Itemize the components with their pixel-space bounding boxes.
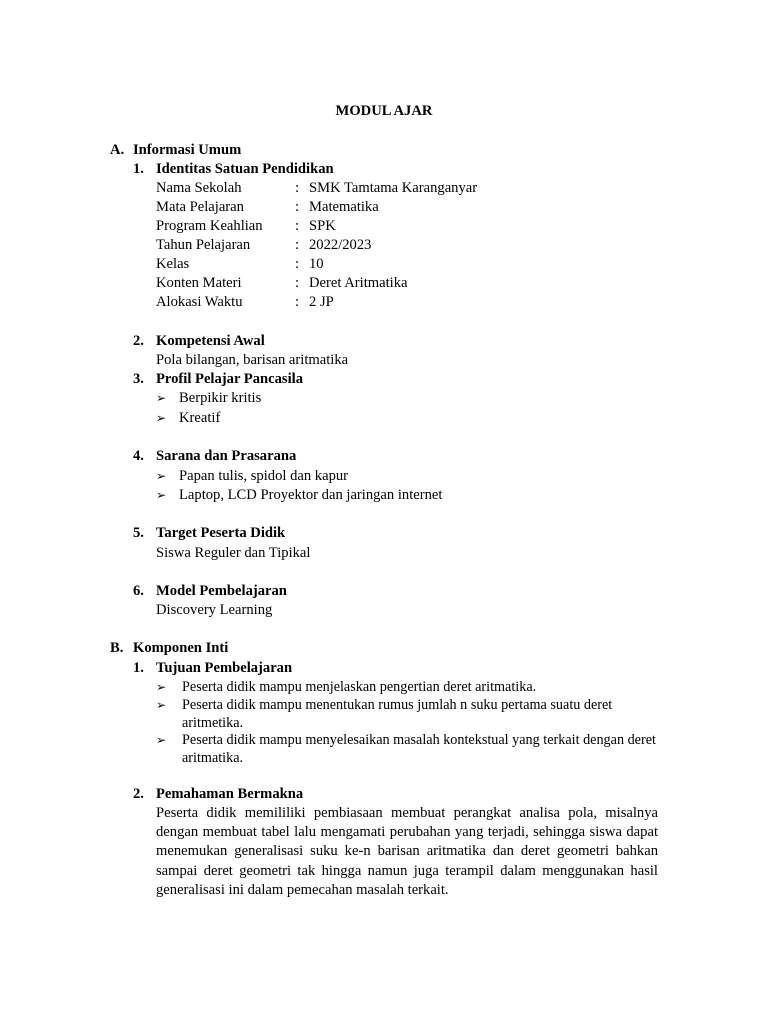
identity-row-nama-sekolah xyxy=(156,179,556,198)
sarana-number: 4. xyxy=(133,448,144,464)
identity-key: Alokasi Waktu xyxy=(156,294,243,310)
profil-heading xyxy=(133,370,303,389)
target-heading xyxy=(133,524,285,543)
identity-value: SMK Tamtama Karanganyar xyxy=(309,180,478,196)
sarana-item xyxy=(156,467,348,486)
kompetensi-title: Kompetensi Awal xyxy=(156,333,265,349)
arrow-bullet-icon: ➢ xyxy=(156,680,167,694)
profil-item-text: Kreatif xyxy=(179,410,221,426)
profil-item xyxy=(156,409,220,428)
tujuan-item-text: Peserta didik mampu menentukan rumus jumlah n suku pertama suatu deret aritmetika. xyxy=(182,697,613,731)
identity-value: SPK xyxy=(309,218,336,234)
identity-row-alokasi-waktu xyxy=(156,293,556,312)
pemahaman-number: 2. xyxy=(133,786,144,802)
arrow-bullet-icon: ➢ xyxy=(156,733,167,747)
identity-row-konten-materi xyxy=(156,274,556,293)
target-text: Siswa Reguler dan Tipikal xyxy=(156,545,311,561)
identity-key: Tahun Pelajaran xyxy=(156,237,251,253)
identity-row-tahun-pelajaran xyxy=(156,236,556,255)
identity-value: 2 JP xyxy=(309,294,334,310)
identity-key: Mata Pelajaran xyxy=(156,199,244,215)
profil-item-text: Berpikir kritis xyxy=(179,390,262,406)
section-b-heading xyxy=(110,639,228,658)
tujuan-item xyxy=(156,679,661,697)
arrow-bullet-icon: ➢ xyxy=(156,488,167,502)
arrow-bullet-icon: ➢ xyxy=(156,391,167,405)
identity-row-kelas xyxy=(156,255,556,274)
model-text: Discovery Learning xyxy=(156,602,273,618)
identitas-title: Identitas Satuan Pendidikan xyxy=(156,161,334,177)
pemahaman-title: Pemahaman Bermakna xyxy=(156,786,304,802)
identitas-number: 1. xyxy=(133,161,144,177)
section-b-title: Komponen Inti xyxy=(133,640,229,656)
sarana-item-text: Laptop, LCD Proyektor dan jaringan internet xyxy=(179,487,443,503)
pemahaman-paragraph: Peserta didik memililiki pembiasaan membuat perangkat analisa pola, misalnya dengan membuat tabel lalu mengamati perubahan yang terjadi, sehingga siswa dapat menemukan generalisasi suku ke-n barisan aritmatika dan deret geometri bahkan sampai deret geometri tak hingga namun juga terampil dalam menggunakan hasil generalisasi ini dalam pemecahan masalah terkait. xyxy=(156,805,658,898)
identity-key: Kelas xyxy=(156,256,190,272)
target-title: Target Peserta Didik xyxy=(156,525,286,541)
section-a-letter: A. xyxy=(110,142,125,158)
target-number: 5. xyxy=(133,525,144,541)
tujuan-number: 1. xyxy=(133,660,144,676)
tujuan-item-text: Peserta didik mampu menyelesaikan masalah kontekstual yang terkait dengan deret aritmatika. xyxy=(182,732,656,766)
document-title: MODUL AJAR xyxy=(335,103,433,119)
identity-colon: : xyxy=(295,237,300,253)
arrow-bullet-icon: ➢ xyxy=(156,469,167,483)
kompetensi-heading xyxy=(133,332,265,351)
identitas-heading xyxy=(133,160,334,179)
identity-key: Program Keahlian xyxy=(156,218,263,234)
sarana-heading xyxy=(133,447,296,466)
identity-value: 2022/2023 xyxy=(309,237,372,253)
section-a-heading xyxy=(110,141,241,160)
kompetensi-text: Pola bilangan, barisan aritmatika xyxy=(156,352,349,368)
tujuan-item xyxy=(156,697,661,732)
identity-colon: : xyxy=(295,180,300,196)
arrow-bullet-icon: ➢ xyxy=(156,698,167,712)
identity-key: Nama Sekolah xyxy=(156,180,242,196)
tujuan-heading xyxy=(133,659,292,678)
sarana-title: Sarana dan Prasarana xyxy=(156,448,297,464)
identity-value: Matematika xyxy=(309,199,379,215)
identity-colon: : xyxy=(295,199,300,215)
identity-colon: : xyxy=(295,294,300,310)
identity-key: Konten Materi xyxy=(156,275,242,291)
identity-value: 10 xyxy=(309,256,324,272)
kompetensi-number: 2. xyxy=(133,333,144,349)
sarana-item xyxy=(156,486,442,505)
identity-value: Deret Aritmatika xyxy=(309,275,408,291)
identity-colon: : xyxy=(295,275,300,291)
identity-colon: : xyxy=(295,218,300,234)
pemahaman-heading xyxy=(133,785,303,804)
identity-row-program-keahlian xyxy=(156,217,556,236)
profil-number: 3. xyxy=(133,371,144,387)
tujuan-title: Tujuan Pembelajaran xyxy=(156,660,293,676)
model-number: 6. xyxy=(133,583,144,599)
section-b-letter: B. xyxy=(110,640,124,656)
profil-title: Profil Pelajar Pancasila xyxy=(156,371,303,387)
identity-row-mata-pelajaran xyxy=(156,198,556,217)
section-a-title: Informasi Umum xyxy=(133,142,242,158)
model-title: Model Pembelajaran xyxy=(156,583,287,599)
arrow-bullet-icon: ➢ xyxy=(156,411,167,425)
tujuan-item-text: Peserta didik mampu menjelaskan pengertian deret aritmatika. xyxy=(182,679,537,695)
identity-colon: : xyxy=(295,256,300,272)
profil-item xyxy=(156,389,261,408)
tujuan-item xyxy=(156,732,661,767)
model-heading xyxy=(133,582,287,601)
sarana-item-text: Papan tulis, spidol dan kapur xyxy=(179,468,349,484)
